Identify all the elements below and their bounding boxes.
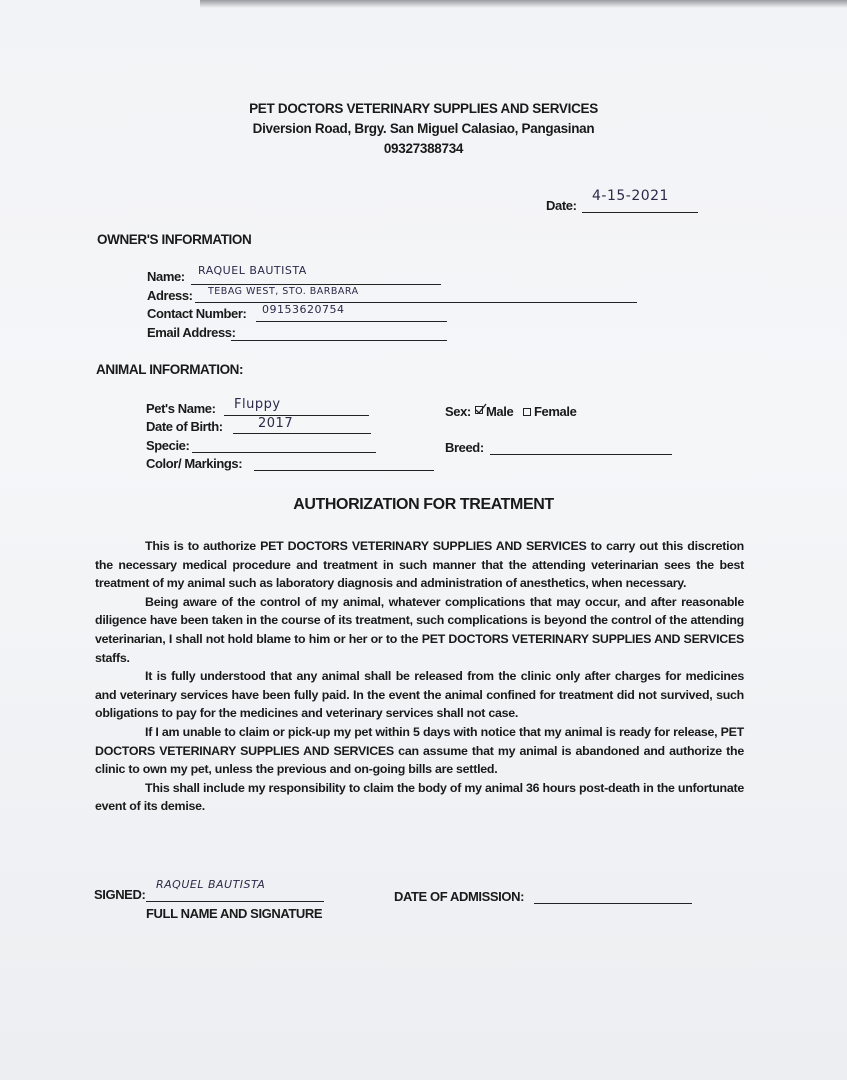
- signature-line: [146, 901, 324, 902]
- owner-name-value[interactable]: RAQUEL BAUTISTA: [198, 264, 307, 277]
- breed-line: [490, 454, 672, 455]
- pet-name-line: [224, 415, 369, 416]
- pet-name-label: Pet's Name:: [146, 401, 216, 416]
- company-address: Diversion Road, Brgy. San Miguel Calasiao, Pangasinan: [252, 121, 595, 136]
- sex-female-checkbox[interactable]: [523, 408, 531, 416]
- signature-value[interactable]: RAQUEL BAUTISTA: [156, 878, 266, 891]
- owner-heading: OWNER'S INFORMATION: [97, 232, 252, 247]
- owner-email-line: [231, 340, 447, 341]
- owner-contact-label: Contact Number:: [147, 306, 247, 321]
- signature-caption: FULL NAME AND SIGNATURE: [146, 906, 323, 921]
- dob-label: Date of Birth:: [146, 419, 223, 434]
- authorization-body: [95, 537, 744, 816]
- date-value[interactable]: 4-15-2021: [592, 188, 669, 204]
- dob-line: [233, 433, 371, 434]
- authorization-paragraph: It is fully understood that any animal shall be released from the clinic only after charges for medicines and veterinary services have been fully paid. In the event the animal confined for treatment did not survived, such obligations to pay for the medicines and veterinary services shall not case.: [95, 669, 744, 721]
- owner-contact-value[interactable]: 09153620754: [262, 303, 345, 316]
- dob-value[interactable]: 2017: [258, 416, 294, 431]
- breed-label: Breed:: [445, 440, 484, 455]
- authorization-paragraph: This shall include my responsibility to claim the body of my animal 36 hours post-death in the unfortunate event of its demise.: [95, 780, 744, 814]
- authorization-paragraph: If I am unable to claim or pick-up my pet within 5 days with notice that my animal is ready for release, PET DOCTORS VETERINARY SUPPLIES AND SERVICES can assume that my animal is abandoned and authorize the clinic to own my pet, unless the previous and on-going bills are settled.: [95, 724, 744, 777]
- color-markings-label: Color/ Markings:: [146, 456, 243, 471]
- sex-male-checkbox[interactable]: [475, 406, 483, 414]
- authorization-paragraph: This is to authorize PET DOCTORS VETERINARY SUPPLIES AND SERVICES to carry out this discretion the necessary medical procedure and treatment in such manner that the attending veterinarian sees the best treatment of my animal such as laboratory diagnosis and administration of anesthetics, when necessary.: [95, 539, 744, 591]
- owner-name-line: [191, 284, 441, 285]
- pet-name-value[interactable]: Fluppy: [234, 397, 281, 412]
- owner-address-label: Adress:: [147, 288, 193, 303]
- specie-label: Specie:: [146, 438, 190, 453]
- owner-name-label: Name:: [147, 269, 185, 284]
- authorization-title: AUTHORIZATION FOR TREATMENT: [293, 496, 554, 513]
- scan-edge-shadow: [200, 0, 847, 8]
- owner-email-label: Email Address:: [147, 325, 236, 340]
- date-of-admission-label: DATE OF ADMISSION:: [394, 889, 525, 904]
- specie-line: [192, 452, 376, 453]
- date-label: Date:: [546, 198, 577, 213]
- sex-label: Sex:: [445, 404, 471, 419]
- signed-label: SIGNED:: [94, 887, 146, 902]
- company-name: PET DOCTORS VETERINARY SUPPLIES AND SERVICES: [249, 101, 598, 116]
- owner-address-value[interactable]: TEBAG WEST, STO. BARBARA: [208, 286, 359, 297]
- animal-heading: ANIMAL INFORMATION:: [96, 362, 244, 377]
- sex-male-label: Male: [486, 404, 514, 419]
- date-of-admission-line: [534, 903, 692, 904]
- date-line: [582, 212, 698, 213]
- authorization-paragraph: Being aware of the control of my animal, whatever complications that may occur, and after reasonable diligence have been taken in the course of its treatment, such complications is beyond the control of the attending veterinarian, I shall not hold blame to him or her or to the PET DOCTORS VETERINARY SUPPLIES AND SERVICES staffs.: [95, 594, 744, 665]
- sex-female-label: Female: [534, 404, 577, 419]
- company-phone: 09327388734: [383, 141, 464, 156]
- color-markings-line: [254, 470, 434, 471]
- owner-contact-line: [256, 321, 447, 322]
